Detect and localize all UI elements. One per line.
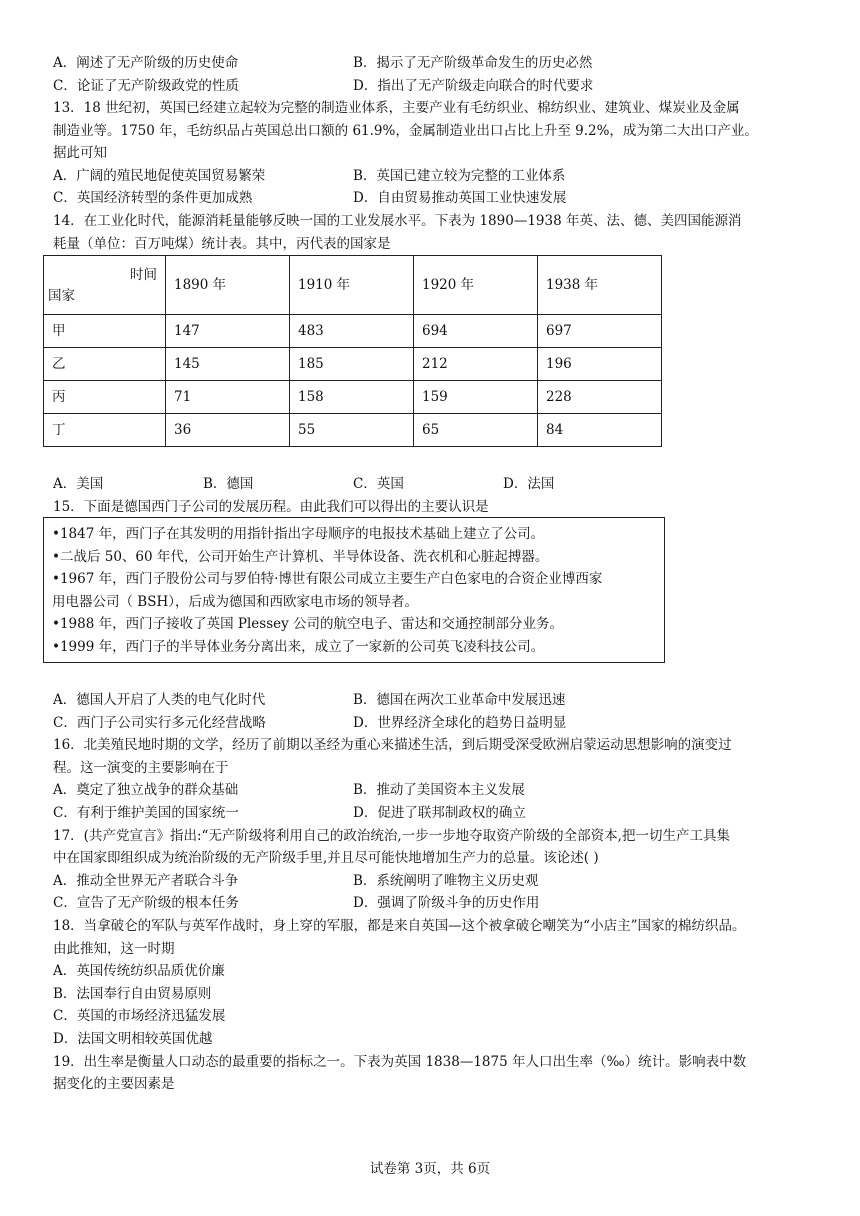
q13-stem-line: 13．18 世纪初，英国已经建立起较为完整的制造业体系，主要产业有毛纺织业、棉纺织业、建筑业、煤炭业及金属 bbox=[53, 100, 740, 116]
year-header: 1920 年 bbox=[414, 256, 538, 315]
q14-stem-line: 耗量（单位：百万吨煤）统计表。其中，丙代表的国家是 bbox=[53, 235, 391, 252]
questions-15-19 bbox=[53, 689, 823, 1096]
table-row bbox=[44, 381, 662, 414]
q13-option-c: C．英国经济转型的条件更加成熟 bbox=[53, 190, 253, 207]
material-line: •1999 年，西门子的半导体业务分离出来，成立了一家新的公司英飞凌科技公司。 bbox=[52, 638, 545, 655]
q17-option-b: B．系统阐明了唯物主义历史观 bbox=[353, 872, 539, 889]
value-cell: 694 bbox=[414, 315, 538, 348]
q18-option-a: A．英国传统纺织品质优价廉 bbox=[53, 963, 225, 980]
q13-option-b: B．英国已建立较为完整的工业体系 bbox=[353, 167, 566, 184]
year-header: 1938 年 bbox=[538, 256, 662, 315]
q18-option-c: C．英国的市场经济迅猛发展 bbox=[53, 1008, 226, 1025]
q12-option-d: D．指出了无产阶级走向联合的时代要求 bbox=[353, 77, 594, 94]
year-header: 1910 年 bbox=[290, 256, 414, 315]
q12-option-b: B．揭示了无产阶级革命发生的历史必然 bbox=[353, 55, 593, 71]
value-cell: 71 bbox=[166, 381, 290, 414]
q16-stem-line: 程。这一演变的主要影响在于 bbox=[53, 759, 229, 776]
q12-option-a: A．阐述了无产阶级的历史使命 bbox=[53, 55, 239, 71]
value-cell: 228 bbox=[538, 381, 662, 414]
q15-material-box bbox=[43, 517, 665, 663]
material-line: •1847 年，西门子在其发明的用指针指出字母顺序的电报技术基础上建立了公司。 bbox=[52, 526, 545, 542]
q14-option-c: C．英国 bbox=[353, 476, 404, 492]
value-cell: 212 bbox=[414, 348, 538, 381]
q13-stem-line: 据此可知 bbox=[53, 145, 107, 162]
q16-option-c: C．有利于维护美国的国家统一 bbox=[53, 804, 239, 821]
value-cell: 697 bbox=[538, 315, 662, 348]
table-header-row bbox=[44, 256, 662, 315]
q12-options bbox=[53, 52, 823, 97]
q17-stem-line: 中在国家即组织成为统治阶级的无产阶级手里,并且尽可能快地增加生产力的总量。该论述( ) bbox=[53, 850, 599, 867]
q13-option-d: D．自由贸易推动英国工业快速发展 bbox=[353, 190, 567, 207]
material-line: •二战后 50、60 年代，公司开始生产计算机、半导体设备、洗衣机和心脏起搏器。 bbox=[52, 548, 549, 565]
q15-option-c: C．西门子公司实行多元化经营战略 bbox=[53, 714, 266, 731]
q17-stem-line: 17．(共产党宣言》指出:“无产阶级将利用自己的政治统治,一步一步地夺取资产阶级的全部资本,把一切生产工具集 bbox=[53, 827, 730, 844]
q18-stem-line: 由此推知，这一时期 bbox=[53, 940, 175, 957]
corner-label-time: 时间 bbox=[130, 267, 157, 283]
q14-option-a: A．美国 bbox=[53, 476, 104, 492]
q15-option-d: D．世界经济全球化的趋势日益明显 bbox=[353, 714, 567, 731]
table-row bbox=[44, 315, 662, 348]
country-cell: 丁 bbox=[44, 414, 166, 447]
q18-option-d: D．法国文明相较英国优越 bbox=[53, 1030, 213, 1047]
q13 bbox=[53, 97, 823, 210]
table-corner-cell bbox=[44, 256, 166, 315]
material-line: 用电器公司（ BSH），后成为德国和西欧家电市场的领导者。 bbox=[52, 593, 418, 610]
q17-option-a: A．推动全世界无产者联合斗争 bbox=[53, 872, 239, 889]
country-cell: 乙 bbox=[44, 348, 166, 381]
q14-option-b: B．德国 bbox=[203, 476, 254, 492]
material-line: •1988 年，西门子接收了英国 Plessey 公司的航空电子、雷达和交通控制部分业务。 bbox=[52, 616, 564, 633]
q19-stem-line: 据变化的主要因素是 bbox=[53, 1076, 175, 1093]
q16-stem-line: 16．北美殖民地时期的文学，经历了前期以圣经为重心来描述生活，到后期受深受欧洲启蒙运动思想影响的演变过 bbox=[53, 737, 732, 754]
q18-option-b: B．法国奉行自由贸易原则 bbox=[53, 985, 212, 1002]
year-header: 1890 年 bbox=[166, 256, 290, 315]
country-cell: 甲 bbox=[44, 315, 166, 348]
value-cell: 55 bbox=[290, 414, 414, 447]
value-cell: 145 bbox=[166, 348, 290, 381]
q18-stem-line: 18．当拿破仑的军队与英军作战时，身上穿的军服，都是来自英国—这个被拿破仑嘲笑为“小店主”国家的棉纺织品。 bbox=[53, 917, 746, 934]
value-cell: 185 bbox=[290, 348, 414, 381]
q15-stem: 15．下面是德国西门子公司的发展历程。由此我们可以得出的主要认识是 bbox=[53, 498, 489, 515]
q16-option-a: A．奠定了独立战争的群众基础 bbox=[53, 782, 239, 799]
value-cell: 158 bbox=[290, 381, 414, 414]
value-cell: 65 bbox=[414, 414, 538, 447]
q14 bbox=[53, 210, 823, 255]
table-row bbox=[44, 348, 662, 381]
table-row bbox=[44, 414, 662, 447]
q14-options bbox=[53, 473, 823, 518]
q15-option-b: B．德国在两次工业革命中发展迅速 bbox=[353, 692, 566, 708]
value-cell: 159 bbox=[414, 381, 538, 414]
q16-option-b: B．推动了美国资本主义发展 bbox=[353, 782, 525, 799]
q14-option-d: D．法国 bbox=[503, 476, 555, 492]
q15-option-a: A．德国人开启了人类的电气化时代 bbox=[53, 692, 266, 708]
corner-label-country: 国家 bbox=[48, 288, 75, 305]
value-cell: 196 bbox=[538, 348, 662, 381]
q13-option-a: A．广阔的殖民地促使英国贸易繁荣 bbox=[53, 167, 266, 184]
energy-consumption-table bbox=[43, 255, 662, 447]
page-footer: 试卷第 3页，共 6页 bbox=[369, 1161, 491, 1177]
q13-stem-line: 制造业等。1750 年，毛纺织品占英国总出口额的 61.9%，金属制造业出口占比上升至 9.2%，成为第二大出口产业。 bbox=[53, 122, 758, 139]
q12-option-c: C．论证了无产阶级政党的性质 bbox=[53, 77, 239, 94]
material-line: •1967 年，西门子股份公司与罗伯特·博世有限公司成立主要生产白色家电的合资企业博西家 bbox=[52, 571, 603, 588]
q16-option-d: D．促进了联邦制政权的确立 bbox=[353, 804, 526, 821]
value-cell: 84 bbox=[538, 414, 662, 447]
value-cell: 483 bbox=[290, 315, 414, 348]
q14-stem-line: 14．在工业化时代，能源消耗量能够反映一国的工业发展水平。下表为 1890—1938 年英、法、德、美四国能源消 bbox=[53, 213, 742, 229]
value-cell: 36 bbox=[166, 414, 290, 447]
q19-stem-line: 19．出生率是衡量人口动态的最重要的指标之一。下表为英国 1838—1875 年人口出生率（‰）统计。影响表中数 bbox=[53, 1053, 747, 1070]
value-cell: 147 bbox=[166, 315, 290, 348]
country-cell: 丙 bbox=[44, 381, 166, 414]
q17-option-c: C．宣告了无产阶级的根本任务 bbox=[53, 895, 239, 912]
q17-option-d: D．强调了阶级斗争的历史作用 bbox=[353, 895, 540, 912]
